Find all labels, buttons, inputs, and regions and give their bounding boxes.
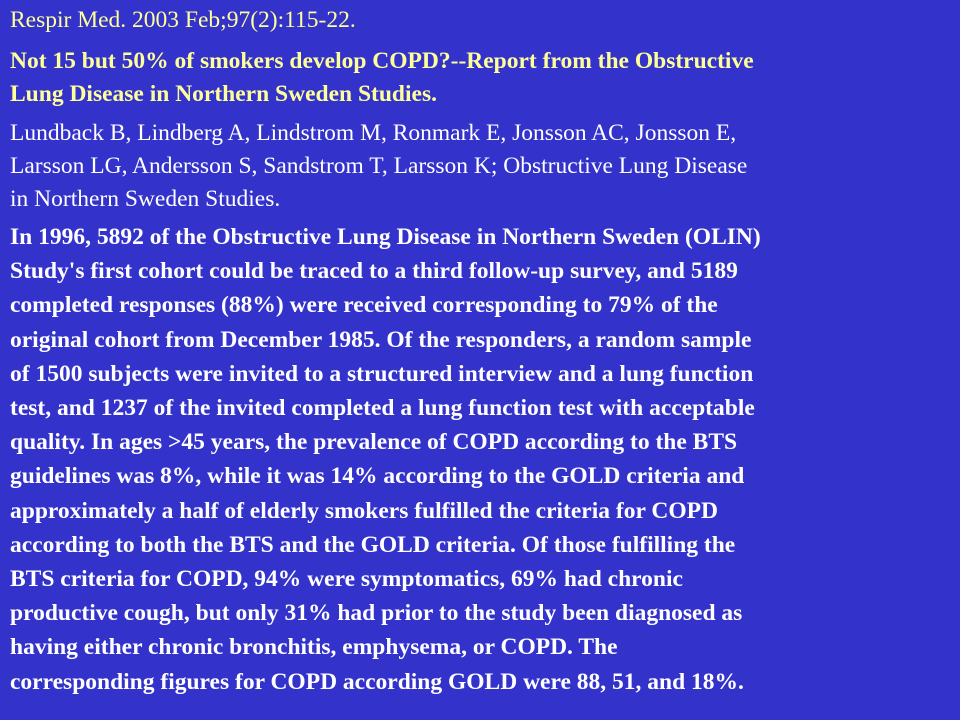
- abstract-line: test, and 1237 of the invited completed a lung function test with acceptable: [10, 395, 755, 422]
- abstract: [10, 220, 950, 699]
- author-list: [10, 117, 950, 216]
- abstract-line: original cohort from December 1985. Of the responders, a random sample: [10, 326, 752, 353]
- abstract-line: according to both the BTS and the GOLD criteria. Of those fulfilling the: [10, 531, 736, 558]
- abstract-line: guidelines was 8%, while it was 14% according to the GOLD criteria and: [10, 463, 745, 490]
- abstract-line: Study's first cohort could be traced to a third follow-up survey, and 5189: [10, 258, 738, 285]
- abstract-line: In 1996, 5892 of the Obstructive Lung Disease in Northern Sweden (OLIN): [10, 224, 761, 250]
- abstract-line: completed responses (88%) were received corresponding to 79% of the: [10, 292, 718, 319]
- abstract-line: approximately a half of elderly smokers fulfilled the criteria for COPD: [10, 497, 718, 524]
- article-title: [10, 45, 950, 111]
- abstract-line: having either chronic bronchitis, emphysema, or COPD. The: [10, 634, 618, 661]
- abstract-line: of 1500 subjects were invited to a structured interview and a lung function: [10, 360, 754, 387]
- abstract-line: corresponding figures for COPD according GOLD were 88, 51, and 18%.: [10, 668, 744, 695]
- citation: Respir Med. 2003 Feb;97(2):115-22.: [10, 7, 356, 33]
- author-line: in Northern Sweden Studies.: [10, 186, 281, 212]
- author-line: Larsson LG, Andersson S, Sandstrom T, Larsson K; Obstructive Lung Disease: [10, 153, 748, 179]
- abstract-line: BTS criteria for COPD, 94% were symptomatics, 69% had chronic: [10, 566, 683, 593]
- title-line: Not 15 but 50% of smokers develop COPD?--Report from the Obstructive: [10, 48, 754, 74]
- title-line: Lung Disease in Northern Sweden Studies.: [10, 81, 437, 107]
- abstract-line: quality. In ages >45 years, the prevalence of COPD according to the BTS: [10, 429, 738, 456]
- abstract-line: productive cough, but only 31% had prior to the study been diagnosed as: [10, 600, 743, 627]
- author-line: Lundback B, Lindberg A, Lindstrom M, Ronmark E, Jonsson AC, Jonsson E,: [10, 120, 737, 146]
